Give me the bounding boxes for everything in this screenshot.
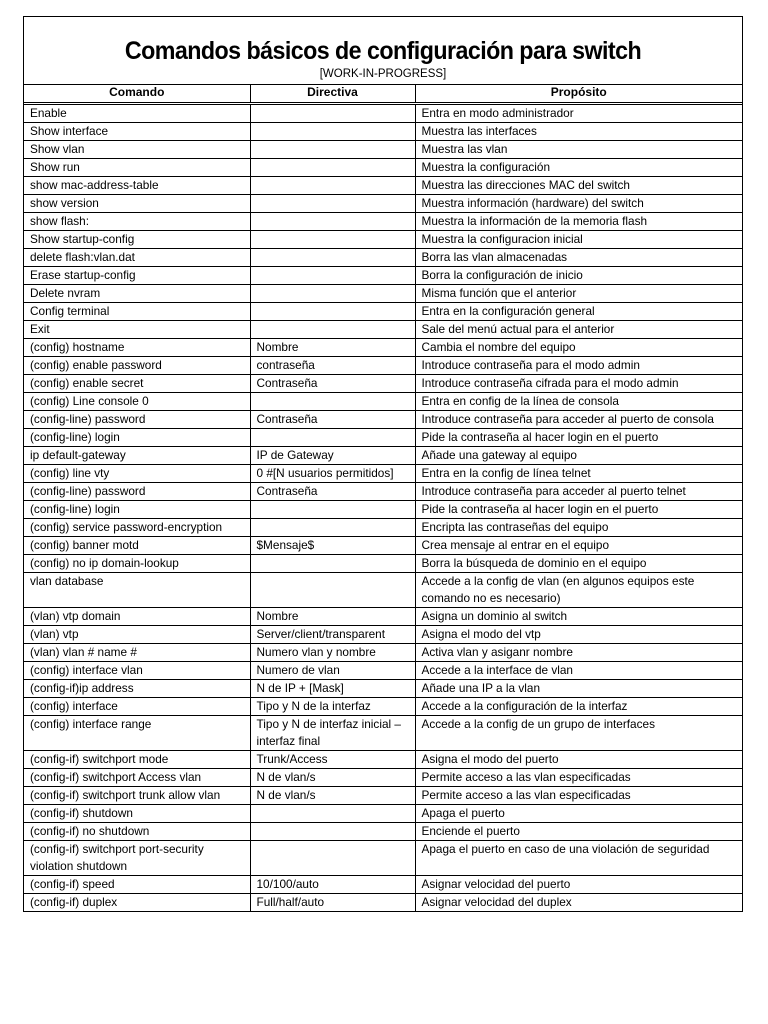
cell-comando: Config terminal [24,303,250,321]
cell-comando: show mac-address-table [24,177,250,195]
table-row [24,823,742,841]
cell-directiva [250,231,415,249]
table-row [24,769,742,787]
cell-proposito: Encripta las contraseñas del equipo [415,519,742,537]
table-row [24,501,742,519]
cell-proposito: Asignar velocidad del duplex [421,895,572,909]
cell-comando: (config) service password-encryption [24,519,250,537]
table-row [24,231,742,249]
cell-proposito: Entra en modo administrador [415,104,742,123]
cell-proposito: Borra la búsqueda de dominio en el equipo [415,555,742,573]
table-row [24,716,742,751]
cell-directiva: Contraseña [250,375,415,393]
cell-proposito: Accede a la interface de vlan [415,662,742,680]
cell-directiva [250,123,415,141]
cell-directiva [250,104,415,123]
cell-proposito: Muestra la configuración [415,159,742,177]
cell-proposito: Introduce contraseña cifrada para el modo admin [415,375,742,393]
cell-proposito: Añade una IP a la vlan [415,680,742,698]
header-proposito: Propósito [415,85,742,104]
cell-proposito: Apaga el puerto en caso de una violación de seguridad [415,841,742,876]
cell-comando: show version [24,195,250,213]
cell-comando: (vlan) vlan # name # [24,644,250,662]
cell-comando: (config) enable password [24,357,250,375]
cell-comando: (config-if) switchport Access vlan [24,769,250,787]
document-title: Comandos básicos de configuración para switch [124,37,642,65]
header-row [24,85,742,104]
cell-comando: Show interface [24,123,250,141]
cell-comando: (config-if) switchport trunk allow vlan [24,787,250,805]
cell-comando: (vlan) vtp domain [24,608,250,626]
cell-directiva: Server/client/transparent [250,626,415,644]
cell-comando: (config-if) shutdown [24,805,250,823]
cell-directiva [250,501,415,519]
cell-comando: Delete nvram [24,285,250,303]
table-row [24,787,742,805]
cell-comando: (config) no ip domain-lookup [24,555,250,573]
document-subtitle: [WORK-IN-PROGRESS] [319,68,447,80]
cell-proposito: Borra la configuración de inicio [415,267,742,285]
cell-proposito: Entra en la configuración general [415,303,742,321]
command-sheet [23,16,743,912]
cell-comando: (config) banner motd [24,537,250,555]
cell-proposito: Asigna el modo del puerto [415,751,742,769]
table-row [24,680,742,698]
cell-proposito: Asignar velocidad del puerto [415,876,742,894]
cell-directiva [250,555,415,573]
cell-proposito: Borra las vlan almacenadas [415,249,742,267]
cell-comando: (config) enable secret [24,375,250,393]
cell-proposito: Apaga el puerto [415,805,742,823]
header-directiva: Directiva [250,85,415,104]
cell-directiva [250,805,415,823]
table-row [24,303,742,321]
table-row [24,751,742,769]
cell-proposito: Muestra la información de la memoria flash [415,213,742,231]
table-row [24,159,742,177]
table-row [24,357,742,375]
table-row [24,644,742,662]
cell-comando: (vlan) vtp [24,626,250,644]
cell-comando: (config-line) password [24,483,250,501]
table-row [24,805,742,823]
cell-directiva [250,195,415,213]
cell-proposito: Permite acceso a las vlan especificadas [415,787,742,805]
table-row [24,573,742,608]
header-comando: Comando [24,85,250,104]
cell-proposito: Introduce contraseña para acceder al puerto telnet [415,483,742,501]
cell-directiva [250,321,415,339]
cell-proposito: Muestra información (hardware) del switch [415,195,742,213]
cell-directiva [250,213,415,231]
cell-comando: (config-line) password [24,411,250,429]
cell-comando: (config-if) speed [24,876,250,894]
cell-directiva: N de vlan/s [250,769,415,787]
cell-directiva: Tipo y N de la interfaz [250,698,415,716]
cell-directiva: N de vlan/s [250,787,415,805]
cell-directiva: $Mensaje$ [250,537,415,555]
table-row [24,141,742,159]
table-row [24,123,742,141]
table-row [24,411,742,429]
commands-table [24,85,742,911]
cell-proposito: Accede a la config de un grupo de interfaces [415,716,742,751]
cell-comando: (config) interface vlan [24,662,250,680]
table-row [24,429,742,447]
table-row [24,626,742,644]
cell-directiva: Numero vlan y nombre [250,644,415,662]
cell-directiva: Contraseña [250,411,415,429]
cell-comando: Erase startup-config [24,267,250,285]
cell-proposito: Cambia el nombre del equipo [415,339,742,357]
cell-proposito: Pide la contraseña al hacer login en el puerto [415,429,742,447]
cell-directiva: Tipo y N de interfaz inicial – interfaz final [250,716,415,751]
cell-directiva [250,141,415,159]
cell-directiva [250,429,415,447]
cell-proposito: Asigna el modo del vtp [415,626,742,644]
cell-comando: (config-line) login [24,501,250,519]
cell-comando: (config) interface range [24,716,250,751]
table-row [24,249,742,267]
cell-directiva [250,159,415,177]
table-row [24,339,742,357]
table-row [24,267,742,285]
cell-comando: Show vlan [24,141,250,159]
cell-proposito: Enciende el puerto [415,823,742,841]
cell-directiva [250,573,415,608]
cell-comando: vlan database [24,573,250,608]
cell-proposito: Introduce contraseña para acceder al puerto de consola [415,411,742,429]
table-row [24,894,742,912]
cell-directiva: 10/100/auto [250,876,415,894]
cell-comando: ip default-gateway [24,447,250,465]
cell-directiva: 0 #[N usuarios permitidos] [250,465,415,483]
cell-comando: (config) hostname [24,339,250,357]
cell-directiva [250,393,415,411]
table-row [24,555,742,573]
cell-proposito: Asigna un dominio al switch [415,608,742,626]
cell-comando: (config) interface [24,698,250,716]
cell-directiva: IP de Gateway [250,447,415,465]
cell-proposito: Misma función que el anterior [415,285,742,303]
cell-directiva: Nombre [250,608,415,626]
cell-directiva [250,823,415,841]
cell-comando: (config-line) login [24,429,250,447]
cell-proposito: Muestra la configuracion inicial [415,231,742,249]
cell-proposito: Muestra las vlan [415,141,742,159]
cell-directiva [250,267,415,285]
cell-comando: (config) Line console 0 [24,393,250,411]
cell-comando: Show run [24,159,250,177]
cell-comando: show flash: [24,213,250,231]
table-row [24,465,742,483]
cell-proposito: Añade una gateway al equipo [415,447,742,465]
cell-comando: (config-if) switchport mode [24,751,250,769]
cell-directiva: contraseña [250,357,415,375]
table-row [24,537,742,555]
cell-proposito: Entra en la config de línea telnet [415,465,742,483]
cell-directiva [250,303,415,321]
cell-directiva [250,841,415,876]
cell-proposito: Muestra las direcciones MAC del switch [415,177,742,195]
cell-comando: (config-if) duplex [24,894,250,912]
table-row [24,285,742,303]
cell-directiva: Full/half/auto [250,894,415,912]
cell-directiva: Contraseña [250,483,415,501]
table-row [24,608,742,626]
cell-directiva: N de IP + [Mask] [250,680,415,698]
table-row [24,195,742,213]
cell-directiva: Trunk/Access [250,751,415,769]
cell-proposito: Entra en config de la línea de consola [415,393,742,411]
title-block [24,17,742,85]
table-row [24,447,742,465]
table-row [24,876,742,894]
table-row [24,841,742,876]
cell-proposito: Accede a la config de vlan (en algunos equipos este comando no es necesario) [415,573,742,608]
cell-directiva: Numero de vlan [250,662,415,680]
cell-directiva: Nombre [250,339,415,357]
table-row [24,483,742,501]
cell-comando: Enable [24,104,250,123]
table-row [24,519,742,537]
table-row [24,393,742,411]
cell-proposito: Permite acceso a las vlan especificadas [415,769,742,787]
cell-directiva [250,285,415,303]
cell-comando: Show startup-config [24,231,250,249]
table-row [24,177,742,195]
cell-comando: (config-if) no shutdown [24,823,250,841]
table-row [24,698,742,716]
cell-comando: Exit [24,321,250,339]
cell-proposito: Activa vlan y asiganr nombre [415,644,742,662]
cell-directiva [250,249,415,267]
table-row [24,321,742,339]
cell-proposito: Sale del menú actual para el anterior [415,321,742,339]
cell-proposito: Accede a la configuración de la interfaz [415,698,742,716]
cell-proposito: Pide la contraseña al hacer login en el puerto [415,501,742,519]
cell-proposito: Crea mensaje al entrar en el equipo [415,537,742,555]
table-row [24,213,742,231]
cell-comando: (config-if) switchport port-security violation shutdown [24,841,250,876]
table-row [24,375,742,393]
cell-comando: (config-if)ip address [24,680,250,698]
table-row [24,104,742,123]
cell-directiva [250,177,415,195]
cell-proposito: Introduce contraseña para el modo admin [415,357,742,375]
table-row [24,662,742,680]
cell-comando: delete flash:vlan.dat [24,249,250,267]
cell-comando: (config) line vty [24,465,250,483]
cell-proposito: Muestra las interfaces [415,123,742,141]
cell-directiva [250,519,415,537]
